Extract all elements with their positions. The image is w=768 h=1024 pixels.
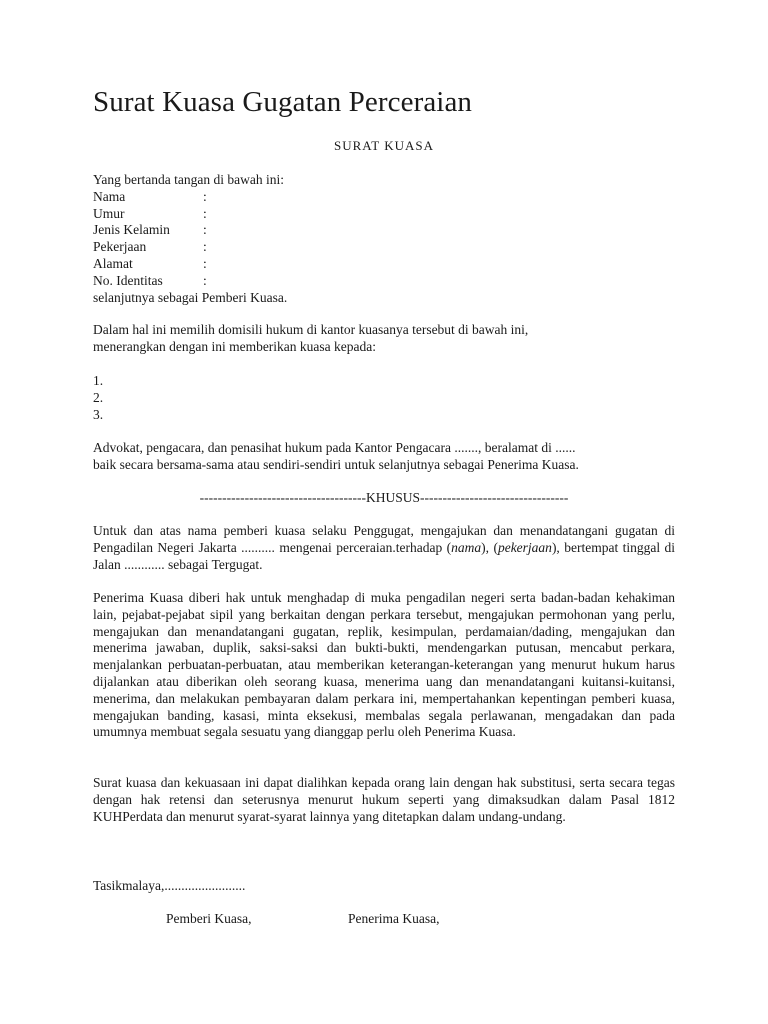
receiver-signature-label: Penerima Kuasa, — [348, 911, 440, 926]
document-title: Surat Kuasa Gugatan Perceraian — [93, 86, 473, 118]
field-label: Pekerjaan — [93, 239, 147, 255]
place-date-line: Tasikmalaya,........................ — [93, 878, 246, 893]
khusus-divider: -------------------------------------KHUSUS--------------------------------- — [199, 490, 569, 505]
grantor-section — [93, 172, 675, 306]
field-row-no-identitas — [93, 273, 675, 290]
advocate-line-1: Advokat, pengacara, dan penasihat hukum pada Kantor Pengacara ......., beralamat di ...... — [93, 440, 576, 455]
field-row-jenis-kelamin — [93, 222, 675, 239]
field-separator: : — [203, 272, 207, 288]
after-fields-line: selanjutnya sebagai Pemberi Kuasa. — [93, 289, 288, 305]
domicile-line-2: menerangkan dengan ini memberikan kuasa kepada: — [93, 338, 377, 354]
domicile-line-1: Dalam hal ini memilih domisili hukum di kantor kuasanya tersebut di bawah ini, — [93, 322, 529, 337]
field-separator: : — [203, 188, 207, 204]
list-item: 1. — [93, 373, 104, 388]
mandate-text-1: Untuk dan atas nama pemberi kuasa selaku Penggugat, mengajukan dan menandatangani gugatan di Pengadilan Negeri Jakarta .......... mengenai perceraian.terhadap ( — [93, 523, 675, 555]
field-label: No. Identitas — [93, 272, 163, 288]
field-row-nama — [93, 189, 675, 206]
domicile-section — [93, 322, 675, 356]
letter-heading: SURAT KUASA — [334, 138, 434, 153]
field-separator: : — [203, 205, 207, 221]
powers-paragraph: Penerima Kuasa diberi hak untuk menghadap di muka pengadilan negeri serta badan-badan kehakiman lain, pejabat-pejabat sipil yang berkaitan dengan perkara tersebut, mengajukan permohonan yang perlu, mengajukan dan menandatangani gugatan, replik, kesimpulan, perdamaian/dading, mengajukan dan menerima jawaban, duplik, saksi-saksi dan bukti-bukti, mendengarkan putusan, mencabut perkara, menjalankan perbuatan-perbuatan, atau memberikan keterangan-keterangan yang menurut hukum harus dijalankan atau diberikan oleh seorang kuasa, menerima uang dan menandatangani kuitansi-kuitansi, menerima, dan melakukan pembayaran dalam perkara ini, mempertahankan kepentingan pemberi kuasa, mengajukan banding, kasasi, minta eksekusi, membalas segala perlawanan, mengadakan dan pada umumnya membuat segala sesuatu yang dianggap perlu oleh Penerima Kuasa. — [93, 590, 675, 740]
identity-fields — [93, 189, 675, 290]
intro-line: Yang bertanda tangan di bawah ini: — [93, 172, 284, 187]
advocate-section — [93, 440, 675, 474]
field-label: Jenis Kelamin — [93, 222, 170, 238]
place-date — [93, 878, 675, 895]
advocate-line-2: baik secara bersama-sama atau sendiri-sendiri untuk selanjutnya sebagai Penerima Kuasa. — [93, 456, 579, 472]
field-label: Alamat — [93, 255, 133, 271]
substitution-paragraph: Surat kuasa dan kekuasaan ini dapat dialihkan kepada orang lain dengan hak substitusi, serta secara tegas dengan hak retensi dan seterusnya menurut hukum seperti yang dimaksudkan dalam Pasal 1812 KUHPerdata dan menurut syarat-syarat lainnya yang ditetapkan dalam undang-undang. — [93, 775, 675, 824]
numbered-list — [93, 373, 675, 423]
list-item: 3. — [93, 406, 104, 422]
mandate-text-2: ), ( — [481, 539, 498, 555]
field-label: Nama — [93, 188, 126, 204]
field-separator: : — [203, 222, 207, 238]
field-separator: : — [203, 255, 207, 271]
giver-signature-label: Pemberi Kuasa, — [166, 911, 252, 926]
placeholder-pekerjaan: pekerjaan — [497, 539, 552, 555]
field-label: Umur — [93, 205, 125, 221]
field-row-alamat — [93, 256, 675, 273]
mandate-paragraph — [93, 523, 675, 573]
field-row-umur — [93, 206, 675, 223]
list-item: 2. — [93, 389, 104, 405]
field-row-pekerjaan — [93, 239, 675, 256]
field-separator: : — [203, 239, 207, 255]
placeholder-nama: nama — [451, 539, 482, 555]
mandate-text-3: ), bertempat tinggal di Jalan ............ sebagai Tergugat. — [93, 539, 676, 572]
